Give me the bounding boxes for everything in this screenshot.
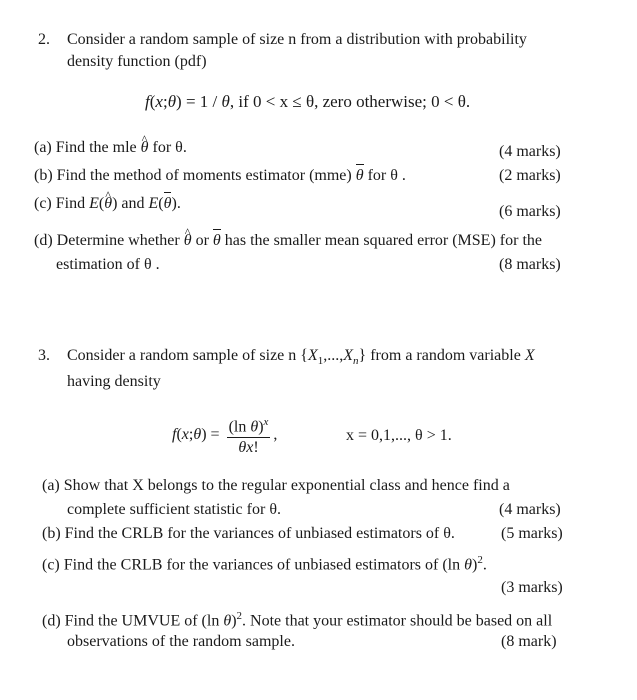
q3-support: x = 0,1,..., θ > 1. (346, 427, 452, 444)
q3-part-c: (c) Find the CRLB for the variances of unbiased estimators of (ln θ)$^2$. (42, 554, 487, 574)
q2-part-a-rest: for θ. (152, 139, 187, 156)
q3-part-a-line1: (a) Show that X belongs to the regular exponential class and hence find a (42, 477, 510, 494)
q2-part-a-label: (a) Find the mle (34, 139, 137, 156)
q2-pdf-formula-tail: , if 0 < x ≤ θ, zero otherwise; 0 < θ. (229, 92, 471, 111)
q3-part-a-line2: complete sufficient statistic for θ. (67, 501, 281, 518)
q2-part-c-marks: (6 marks) (499, 203, 561, 220)
q2-part-a: (a) Find the mle ^ θ for θ. (34, 138, 187, 158)
q2-part-b: (b) Find the method of moments estimator (mme) θ for θ . (34, 167, 406, 184)
q3-part-d-line1-rest: . Note that your estimator should be based on all (242, 612, 553, 630)
q3-number: 3. (38, 347, 50, 364)
q3-intro-line1-b: from a random variable (370, 347, 521, 364)
q2-intro-line2: density function (pdf) (67, 53, 207, 70)
q3-part-a-marks: (4 marks) (499, 501, 561, 518)
q2-pdf-formula: f(x;θ) = 1 / θ, if 0 < x ≤ θ, zero otherwise; 0 < θ. (145, 92, 471, 111)
q2-number: 2. (38, 31, 50, 48)
q2-part-d-line2: estimation of θ . (56, 256, 160, 273)
q3-part-b-marks: (5 marks) (501, 525, 563, 542)
q3-part-c-line1: (c) Find the CRLB for the variances of unbiased estimators of (42, 556, 439, 574)
q2-part-c-label: (c) Find (34, 195, 86, 212)
q2-part-b-marks: (2 marks) (499, 167, 561, 184)
q2-part-b-rest: for θ . (367, 167, 406, 184)
q3-part-c-marks: (3 marks) (501, 579, 563, 596)
q2-part-a-marks: (4 marks) (499, 143, 561, 160)
q3-density-formula: f(x;θ) = $\frac{(\ln \theta)^x}{\theta x!}$ , (172, 412, 277, 458)
q2-intro-line1: Consider a random sample of size n from a distribution with probability (67, 31, 527, 48)
q3-part-b-line1: (b) Find the CRLB for the variances of unbiased estimators of θ. (42, 525, 455, 542)
q2-part-c-rest: . (176, 195, 181, 212)
q3-part-d: (d) Find the UMVUE of (ln θ)$^2$. Note that your estimator should be based on all (42, 610, 553, 630)
q2-part-d-label: (d) Determine whether (34, 232, 180, 249)
q2-part-d-marks: (8 marks) (499, 256, 561, 273)
q3-part-d-marks: (8 mark) (501, 633, 557, 650)
q3-part-d-line1: (d) Find the UMVUE of (42, 612, 198, 630)
q2-part-d-rest: has the smaller mean squared error (MSE) for the (224, 232, 542, 249)
q2-part-b-label: (b) Find the method of moments estimator (mme) (34, 167, 352, 184)
q3-part-d-line2: observations of the random sample. (67, 633, 295, 650)
q3-intro-line1: Consider a random sample of size n $\{X_1,...,X_n\}$ from a random variable X (67, 347, 535, 368)
q3-intro-line1-a: Consider a random sample of size n (67, 347, 297, 364)
q2-part-d: (d) Determine whether ^ θ or θ has the smaller mean squared error (MSE) for the (34, 231, 542, 251)
q3-intro-line2: having density (67, 373, 161, 390)
q2-part-c: (c) Find E(^ θ) and E(θ). (34, 194, 181, 214)
